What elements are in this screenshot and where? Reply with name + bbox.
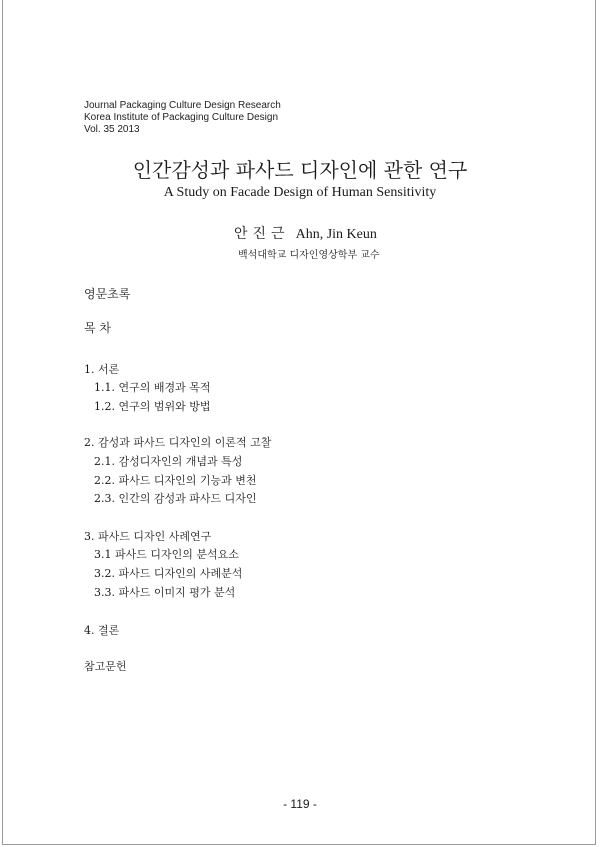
abstract-heading: 영문초록 (84, 287, 131, 301)
journal-name: Journal Packaging Culture Design Research (84, 100, 281, 111)
toc-section-1-1: 1.1. 연구의 배경과 목적 (94, 381, 211, 394)
toc-section-2-2: 2.2. 파사드 디자인의 기능과 변천 (94, 474, 257, 487)
journal-volume: Vol. 35 2013 (84, 124, 140, 135)
toc-section-3: 3. 파사드 디자인 사례연구 (84, 530, 212, 543)
toc-section-1: 1. 서론 (84, 363, 120, 376)
page-number: - 119 - (283, 797, 317, 811)
toc-section-3-1: 3.1 파사드 디자인의 분석요소 (94, 548, 239, 561)
toc-section-3-2: 3.2. 파사드 디자인의 사례분석 (94, 567, 243, 580)
toc-heading: 목 차 (84, 321, 111, 335)
author-affiliation: 백석대학교 디자인영상학부 교수 (238, 250, 380, 261)
toc-section-4: 4. 결론 (84, 624, 120, 637)
toc-section-2: 2. 감성과 파사드 디자인의 이론적 고찰 (84, 436, 272, 449)
toc-section-2-1: 2.1. 감성디자인의 개념과 특성 (94, 455, 243, 468)
toc-section-1-2: 1.2. 연구의 범위와 방법 (94, 400, 211, 413)
journal-header (84, 100, 281, 136)
journal-publisher: Korea Institute of Packaging Culture Design (84, 112, 278, 123)
toc-references: 참고문헌 (84, 660, 127, 673)
author-name-english: Ahn, Jin Keun (295, 227, 377, 242)
author-name-korean: 안진근 (234, 226, 290, 242)
toc-section-2-3: 2.3. 인간의 감성과 파사드 디자인 (94, 492, 257, 505)
paper-title-english: A Study on Facade Design of Human Sensitivity (163, 185, 437, 200)
author-line (234, 224, 377, 245)
paper-title-korean: 인간감성과 파사드 디자인에 관한 연구 (132, 158, 468, 182)
toc-section-3-3: 3.3. 파사드 이미지 평가 분석 (94, 586, 236, 599)
